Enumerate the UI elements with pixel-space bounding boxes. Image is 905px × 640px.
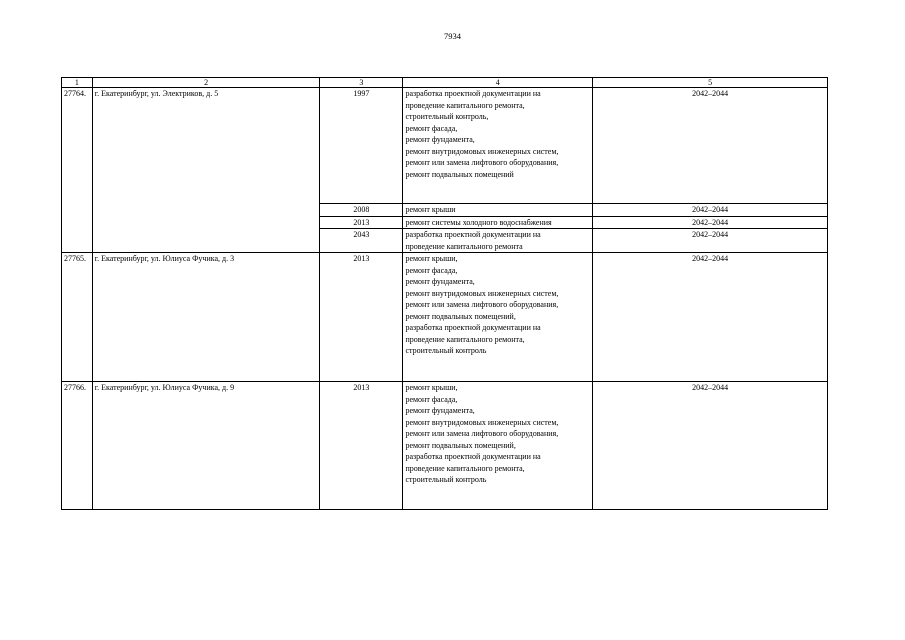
work-line: проведение капитального ремонта, xyxy=(405,334,525,344)
page-number: 7934 xyxy=(444,31,461,41)
work-line: ремонт системы холодного водоснабжения xyxy=(405,217,552,227)
row-number: 27765. xyxy=(62,253,93,382)
table-row xyxy=(62,382,828,510)
period-cell: 2042–2044 xyxy=(593,253,828,382)
works-cell xyxy=(403,382,593,510)
work-line: ремонт крыши, xyxy=(405,254,458,263)
period-cell: 2042–2044 xyxy=(593,216,828,229)
work-line: ремонт внутридомовых инженерных систем, xyxy=(405,417,559,427)
period-cell: 2042–2044 xyxy=(593,229,828,253)
year-cell: 2013 xyxy=(320,382,403,510)
work-line: ремонт крыши xyxy=(405,205,456,214)
works-cell xyxy=(403,216,593,229)
address-cell: г. Екатеринбург, ул. Юлиуса Фучика, д. 9 xyxy=(92,382,320,510)
table-row xyxy=(62,253,828,382)
work-line: ремонт фундамента, xyxy=(405,277,475,286)
work-line: проведение капитального ремонта xyxy=(405,241,523,251)
header-col-2: 2 xyxy=(92,78,320,88)
works-cell xyxy=(403,88,593,204)
work-line: ремонт внутридомовых инженерных систем, xyxy=(405,146,559,156)
period-cell: 2042–2044 xyxy=(593,382,828,510)
header-col-5: 5 xyxy=(593,78,828,88)
works-cell xyxy=(403,204,593,217)
row-number: 27764. xyxy=(62,88,93,253)
row-number: 27766. xyxy=(62,382,93,510)
work-line: строительный контроль xyxy=(405,475,487,484)
work-line: ремонт фундамента, xyxy=(405,135,475,144)
table-row xyxy=(62,88,828,204)
repair-schedule-table xyxy=(61,77,828,510)
work-line: ремонт подвальных помещений xyxy=(405,169,514,179)
work-line: разработка проектной документации на xyxy=(405,323,541,332)
work-line: строительный контроль xyxy=(405,346,487,355)
works-cell xyxy=(403,229,593,253)
year-cell: 2013 xyxy=(320,216,403,229)
work-line: ремонт внутридомовых инженерных систем, xyxy=(405,288,559,298)
work-line: ремонт подвальных помещений, xyxy=(405,311,516,321)
header-col-4: 4 xyxy=(403,78,593,88)
header-row xyxy=(62,78,828,88)
year-cell: 2043 xyxy=(320,229,403,253)
address-cell: г. Екатеринбург, ул. Юлиуса Фучика, д. 3 xyxy=(92,253,320,382)
work-line: проведение капитального ремонта, xyxy=(405,463,525,473)
header-col-3: 3 xyxy=(320,78,403,88)
work-line: разработка проектной документации на xyxy=(405,89,541,98)
period-cell: 2042–2044 xyxy=(593,88,828,204)
period-cell: 2042–2044 xyxy=(593,204,828,217)
year-cell: 1997 xyxy=(320,88,403,204)
work-line: ремонт фасада, xyxy=(405,265,458,275)
work-line: строительный контроль, xyxy=(405,112,489,121)
work-line: ремонт крыши, xyxy=(405,383,458,392)
work-line: ремонт фасада, xyxy=(405,123,458,133)
work-line: разработка проектной документации на xyxy=(405,452,541,461)
header-col-1: 1 xyxy=(62,78,93,88)
work-line: ремонт или замена лифтового оборудования, xyxy=(405,300,559,309)
year-cell: 2008 xyxy=(320,204,403,217)
work-line: ремонт подвальных помещений, xyxy=(405,440,516,450)
year-cell: 2013 xyxy=(320,253,403,382)
work-line: ремонт или замена лифтового оборудования, xyxy=(405,429,559,438)
work-line: ремонт фасада, xyxy=(405,394,458,404)
work-line: проведение капитального ремонта, xyxy=(405,100,525,110)
address-cell: г. Екатеринбург, ул. Электриков, д. 5 xyxy=(92,88,320,253)
work-line: ремонт или замена лифтового оборудования, xyxy=(405,158,559,167)
work-line: разработка проектной документации на xyxy=(405,230,541,239)
work-line: ремонт фундамента, xyxy=(405,406,475,415)
works-cell xyxy=(403,253,593,382)
